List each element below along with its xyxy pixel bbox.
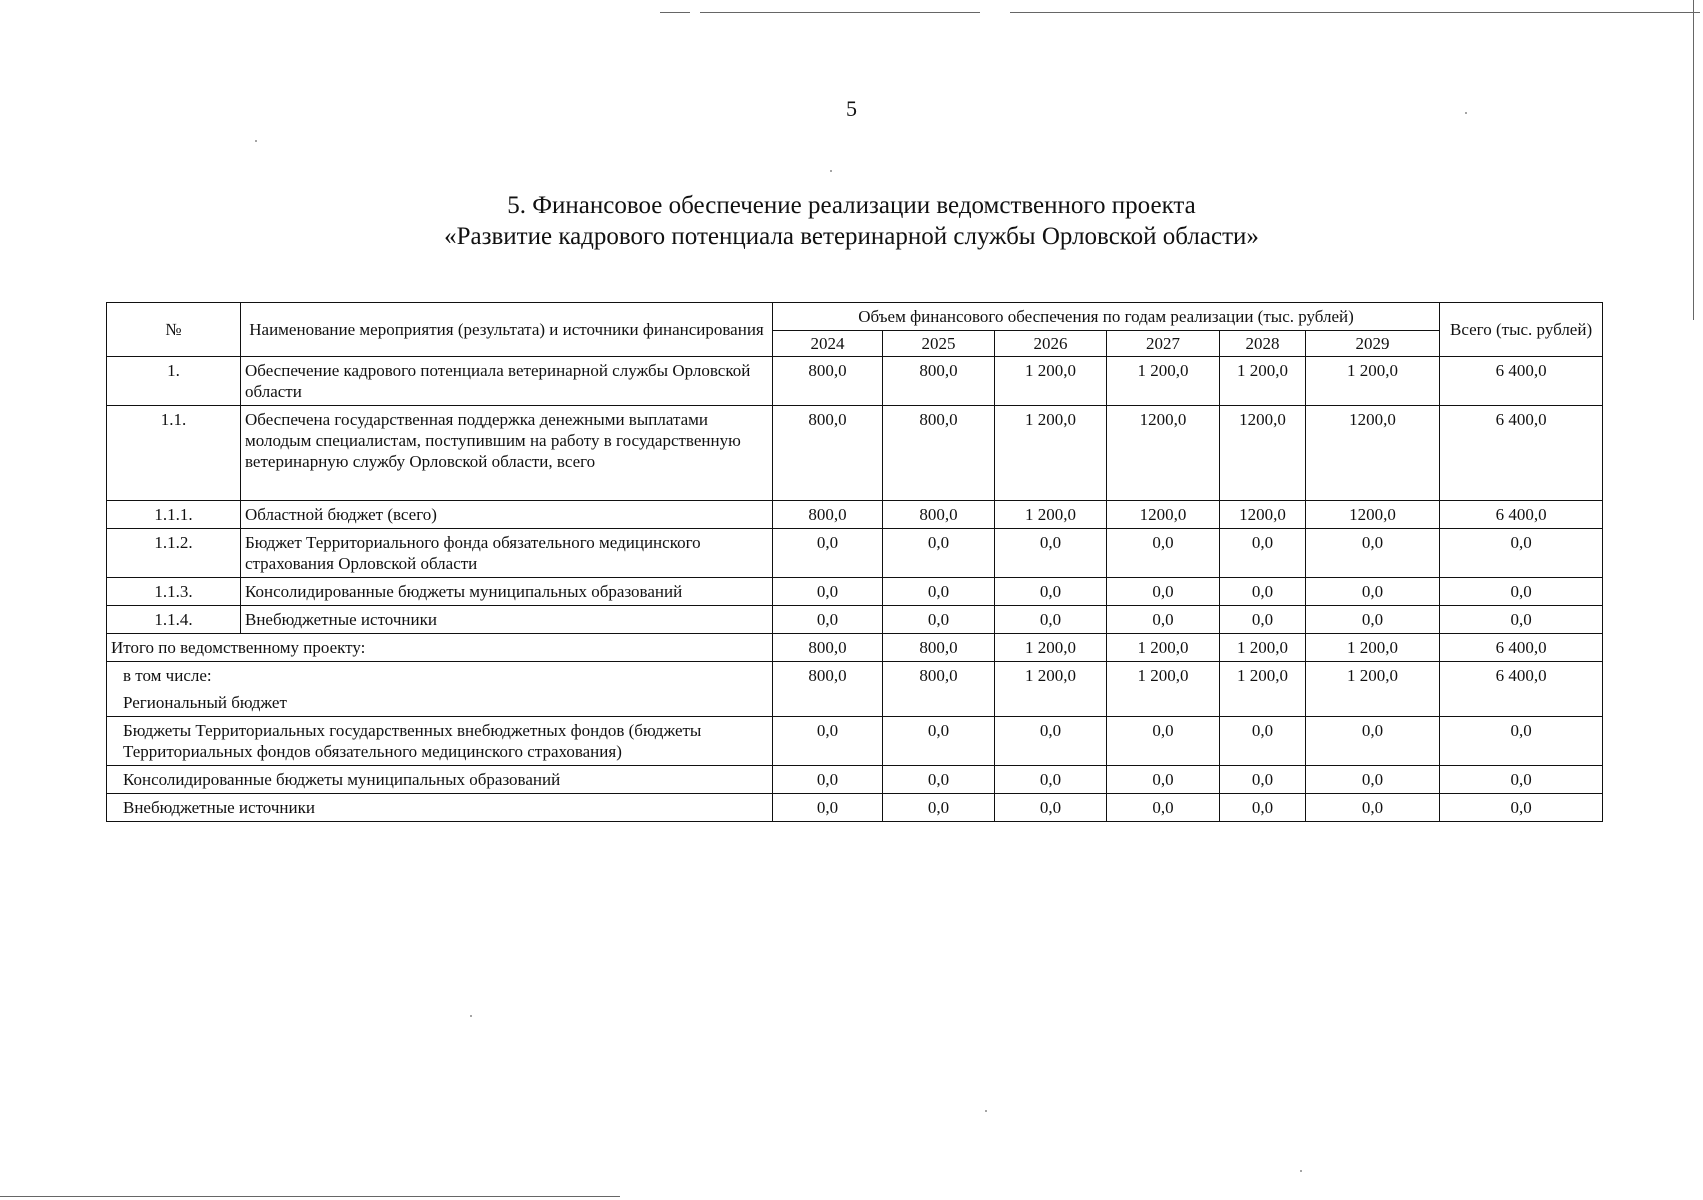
summary-value: 0,0 — [1220, 717, 1306, 766]
row-value: 0,0 — [773, 529, 883, 578]
summary-value: 0,0 — [883, 766, 995, 794]
summary-value: 0,0 — [1220, 794, 1306, 822]
summary-value: 1 200,0 — [1306, 634, 1440, 662]
summary-row — [107, 634, 1603, 662]
row-name: Обеспечена государственная поддержка денежными выплатами молодым специалистам, поступившим на работу в государственную ветеринарную службу Орловской области, всего — [241, 406, 773, 501]
row-number: 1.1.2. — [107, 529, 241, 578]
page-number: 5 — [846, 96, 857, 121]
row-value: 0,0 — [1107, 529, 1220, 578]
row-value: 800,0 — [883, 406, 995, 501]
summary-value: 0,0 — [995, 794, 1107, 822]
summary-value: 0,0 — [773, 766, 883, 794]
row-total: 0,0 — [1440, 606, 1603, 634]
summary-value: 1 200,0 — [1306, 662, 1440, 717]
row-value: 1200,0 — [1220, 406, 1306, 501]
row-total: 0,0 — [1440, 529, 1603, 578]
row-value: 0,0 — [883, 578, 995, 606]
row-value: 0,0 — [995, 606, 1107, 634]
row-value: 1200,0 — [1306, 406, 1440, 501]
row-value: 0,0 — [1107, 606, 1220, 634]
row-total: 6 400,0 — [1440, 357, 1603, 406]
summary-value: 0,0 — [995, 766, 1107, 794]
row-value: 800,0 — [773, 406, 883, 501]
row-value: 0,0 — [883, 529, 995, 578]
header-year: 2026 — [995, 331, 1107, 357]
header-year: 2028 — [1220, 331, 1306, 357]
financing-table — [106, 302, 1603, 822]
summary-value: 0,0 — [773, 794, 883, 822]
row-number: 1.1.1. — [107, 501, 241, 529]
row-value: 1200,0 — [1220, 501, 1306, 529]
row-value: 0,0 — [773, 578, 883, 606]
summary-value: 0,0 — [1306, 794, 1440, 822]
summary-value: 1 200,0 — [1107, 662, 1220, 717]
summary-value: 0,0 — [1107, 794, 1220, 822]
summary-name: Бюджеты Территориальных государственных внебюджетных фондов (бюджеты Территориальных фондов обязательного медицинского страхования) — [107, 717, 773, 766]
summary-name: Консолидированные бюджеты муниципальных образований — [107, 766, 773, 794]
summary-name: Внебюджетные источники — [107, 794, 773, 822]
summary-total: 0,0 — [1440, 766, 1603, 794]
row-value: 0,0 — [995, 578, 1107, 606]
summary-value: 1 200,0 — [1107, 634, 1220, 662]
summary-value: 0,0 — [1107, 717, 1220, 766]
summary-value: 800,0 — [773, 662, 883, 717]
summary-row — [107, 794, 1603, 822]
row-value: 0,0 — [773, 606, 883, 634]
title-line-1: 5. Финансовое обеспечение реализации ведомственного проекта — [507, 192, 1196, 219]
header-year: 2027 — [1107, 331, 1220, 357]
row-value: 0,0 — [1220, 529, 1306, 578]
summary-value: 0,0 — [773, 717, 883, 766]
row-value: 800,0 — [883, 501, 995, 529]
table-row — [107, 406, 1603, 501]
summary-row — [107, 766, 1603, 794]
title-line-2: «Развитие кадрового потенциала ветеринарной службы Орловской области» — [444, 223, 1259, 250]
header-name: Наименование мероприятия (результата) и источники финансирования — [241, 303, 773, 357]
summary-subheading: в том числе: — [123, 666, 212, 685]
scan-artifact — [660, 12, 690, 13]
summary-value: 0,0 — [1220, 766, 1306, 794]
row-value: 0,0 — [1306, 606, 1440, 634]
row-number: 1.1.3. — [107, 578, 241, 606]
summary-value: 800,0 — [883, 662, 995, 717]
row-value: 1 200,0 — [1220, 357, 1306, 406]
summary-value: 1 200,0 — [1220, 634, 1306, 662]
table-row — [107, 606, 1603, 634]
page-title — [0, 190, 1703, 252]
header-year: 2024 — [773, 331, 883, 357]
summary-subname: Региональный бюджет — [123, 693, 287, 712]
summary-total: 0,0 — [1440, 794, 1603, 822]
summary-name: Итого по ведомственному проекту: — [107, 634, 773, 662]
table-row — [107, 501, 1603, 529]
summary-total: 0,0 — [1440, 717, 1603, 766]
row-value: 800,0 — [773, 357, 883, 406]
row-number: 1. — [107, 357, 241, 406]
scan-artifact — [1010, 12, 1700, 13]
row-value: 1 200,0 — [995, 357, 1107, 406]
summary-value: 800,0 — [773, 634, 883, 662]
row-value: 1200,0 — [1306, 501, 1440, 529]
summary-value: 800,0 — [883, 634, 995, 662]
row-value: 1 200,0 — [1107, 357, 1220, 406]
header-total: Всего (тыс. рублей) — [1440, 303, 1603, 357]
row-value: 800,0 — [883, 357, 995, 406]
row-name: Бюджет Территориального фонда обязательного медицинского страхования Орловской области — [241, 529, 773, 578]
summary-value: 0,0 — [1107, 766, 1220, 794]
scan-speck — [830, 170, 832, 172]
row-value: 800,0 — [773, 501, 883, 529]
row-value: 0,0 — [995, 529, 1107, 578]
summary-row — [107, 662, 1603, 717]
table-row — [107, 529, 1603, 578]
row-value: 1200,0 — [1107, 406, 1220, 501]
row-value: 1 200,0 — [995, 406, 1107, 501]
row-value: 0,0 — [883, 606, 995, 634]
row-value: 0,0 — [1306, 578, 1440, 606]
financing-table-container — [106, 302, 1602, 822]
scan-artifact — [700, 12, 980, 13]
summary-value: 0,0 — [883, 794, 995, 822]
header-volume: Объем финансового обеспечения по годам реализации (тыс. рублей) — [773, 303, 1440, 331]
header-year: 2025 — [883, 331, 995, 357]
scan-artifact — [1693, 0, 1694, 320]
scan-speck — [1300, 1170, 1302, 1172]
header-year: 2029 — [1306, 331, 1440, 357]
table-row — [107, 357, 1603, 406]
summary-row — [107, 717, 1603, 766]
row-value: 1 200,0 — [995, 501, 1107, 529]
row-value: 1 200,0 — [1306, 357, 1440, 406]
scan-speck — [255, 140, 257, 142]
row-total: 6 400,0 — [1440, 406, 1603, 501]
summary-value: 1 200,0 — [995, 634, 1107, 662]
row-value: 0,0 — [1306, 529, 1440, 578]
summary-name — [107, 662, 773, 717]
summary-value: 0,0 — [1306, 717, 1440, 766]
row-name: Консолидированные бюджеты муниципальных образований — [241, 578, 773, 606]
row-value: 0,0 — [1107, 578, 1220, 606]
row-total: 6 400,0 — [1440, 501, 1603, 529]
scan-speck — [470, 1015, 472, 1017]
row-value: 0,0 — [1220, 578, 1306, 606]
summary-total: 6 400,0 — [1440, 634, 1603, 662]
header-num: № — [107, 303, 241, 357]
row-name: Внебюджетные источники — [241, 606, 773, 634]
summary-value: 0,0 — [1306, 766, 1440, 794]
row-number: 1.1.4. — [107, 606, 241, 634]
scan-speck — [985, 1110, 987, 1112]
row-number: 1.1. — [107, 406, 241, 501]
summary-value: 0,0 — [995, 717, 1107, 766]
summary-value: 1 200,0 — [995, 662, 1107, 717]
scan-artifact — [0, 1196, 620, 1197]
summary-value: 0,0 — [883, 717, 995, 766]
row-value: 0,0 — [1220, 606, 1306, 634]
row-value: 1200,0 — [1107, 501, 1220, 529]
row-name: Областной бюджет (всего) — [241, 501, 773, 529]
row-total: 0,0 — [1440, 578, 1603, 606]
row-name: Обеспечение кадрового потенциала ветеринарной службы Орловской области — [241, 357, 773, 406]
summary-value: 1 200,0 — [1220, 662, 1306, 717]
table-row — [107, 578, 1603, 606]
summary-total: 6 400,0 — [1440, 662, 1603, 717]
